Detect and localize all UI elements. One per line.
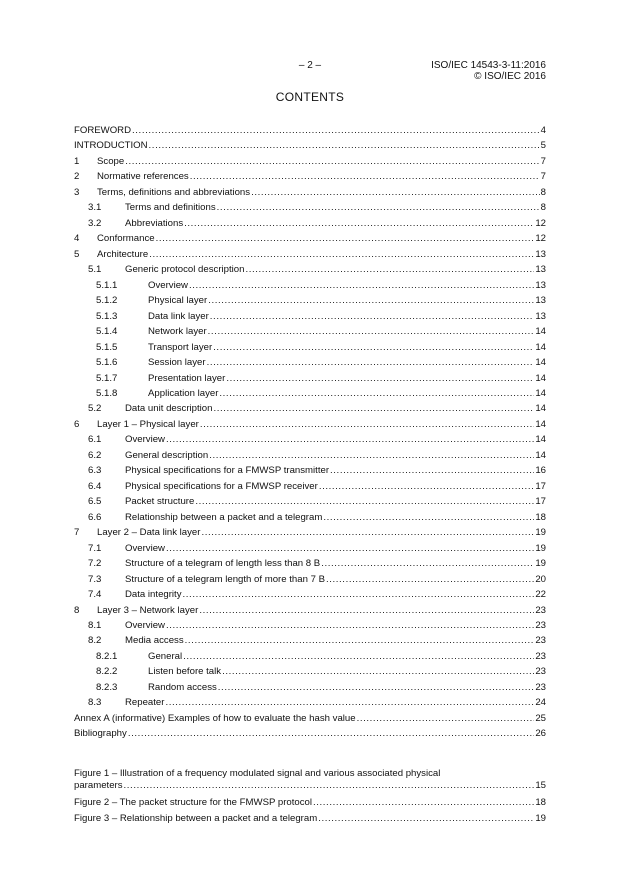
- toc-entry-number: 1: [74, 155, 80, 167]
- toc-entry-title: Data integrity: [125, 587, 182, 602]
- toc-entry-number: 5.1.1: [96, 279, 118, 291]
- dot-leader: [219, 386, 534, 401]
- toc-entry-number: 8.2.1: [96, 650, 118, 662]
- toc-entry-number: 8.2.3: [96, 681, 118, 693]
- toc-entry-title: Presentation layer: [148, 371, 225, 386]
- toc-entry-page: 19: [535, 558, 546, 570]
- toc-entry-number: 5.1: [88, 264, 102, 276]
- page-title: CONTENTS: [275, 90, 345, 104]
- toc-entry-number: 6.2: [88, 449, 102, 461]
- toc-entry-number: 3.1: [88, 202, 102, 214]
- dot-leader: [323, 510, 534, 525]
- toc-entry[interactable]: [74, 138, 546, 153]
- toc-entry-title: Layer 3 – Network layer: [97, 603, 198, 618]
- dot-leader: [218, 680, 535, 695]
- dot-leader: [357, 711, 535, 726]
- toc-entry[interactable]: [74, 309, 546, 324]
- figure-list-entry[interactable]: [74, 768, 546, 792]
- dot-leader: [245, 262, 534, 277]
- toc-entry[interactable]: [74, 355, 546, 370]
- toc-entry-page: 12: [535, 233, 546, 245]
- toc-entry-page: 14: [535, 326, 546, 338]
- toc-entry-title: Terms, definitions and abbreviations: [97, 185, 250, 200]
- toc-entry-number: 7.1: [88, 542, 102, 554]
- toc-entry[interactable]: [74, 417, 546, 432]
- dot-leader: [330, 463, 534, 478]
- toc-entry-title: Relationship between a packet and a telegram: [125, 510, 322, 525]
- dot-leader: [183, 649, 534, 664]
- dot-leader: [208, 324, 535, 339]
- toc-entry[interactable]: [74, 649, 546, 664]
- toc-entry-title: Scope: [97, 154, 124, 169]
- toc-entry[interactable]: [74, 587, 546, 602]
- toc-entry[interactable]: [74, 169, 546, 184]
- toc-entry-title: Overview: [148, 278, 188, 293]
- dot-leader: [209, 448, 534, 463]
- toc-entry[interactable]: [74, 401, 546, 416]
- toc-entry-page: 23: [535, 620, 546, 631]
- toc-entry[interactable]: [74, 726, 546, 741]
- toc-entry-page: 25: [535, 712, 546, 724]
- dot-leader: [166, 541, 534, 556]
- toc-entry[interactable]: [74, 463, 546, 478]
- toc-entry-number: 3.2: [88, 217, 102, 229]
- toc-entry-number: 7: [74, 527, 80, 539]
- toc-entry-title: Session layer: [148, 355, 206, 370]
- dot-leader: [166, 618, 534, 633]
- toc-entry-title: Transport layer: [148, 340, 212, 355]
- toc-entry-number: 6.3: [88, 465, 102, 477]
- toc-entry-number: 6.6: [88, 511, 102, 523]
- toc-entry-number: 8: [74, 604, 80, 616]
- dot-leader: [222, 664, 534, 679]
- dot-leader: [166, 432, 534, 447]
- toc-entry[interactable]: [74, 448, 546, 463]
- toc-entry[interactable]: [74, 633, 546, 648]
- toc-entry-title: Random access: [148, 680, 217, 695]
- figure-page: 15: [535, 780, 546, 791]
- toc-entry-number: 5.1.5: [96, 341, 118, 353]
- toc-entry-page: 23: [535, 604, 546, 616]
- toc-entry-page: 13: [535, 295, 546, 307]
- toc-entry-title: Terms and definitions: [125, 200, 216, 215]
- toc-entry-number: 7.3: [88, 573, 102, 585]
- toc-entry-title: Overview: [125, 618, 165, 633]
- copyright-notice: © ISO/IEC 2016: [474, 71, 546, 82]
- figure-page: 19: [535, 813, 546, 825]
- toc-entry-number: 5.1.7: [96, 372, 118, 384]
- toc-entry[interactable]: [74, 293, 546, 308]
- toc-entry-title: Physical specifications for a FMWSP transmitter: [125, 463, 329, 478]
- toc-entry-page: 23: [535, 635, 546, 647]
- toc-entry-title: Conformance: [97, 231, 155, 246]
- toc-entry-page: 7: [540, 155, 546, 167]
- dot-leader: [319, 479, 535, 494]
- toc-entry-page: 24: [535, 697, 546, 709]
- toc-entry-page: 14: [535, 357, 546, 369]
- dot-leader: [200, 417, 534, 432]
- toc-entry[interactable]: [74, 603, 546, 618]
- toc-entry[interactable]: [74, 371, 546, 386]
- toc-entry[interactable]: [74, 680, 546, 695]
- table-of-contents: [74, 123, 546, 742]
- toc-entry[interactable]: [74, 262, 546, 277]
- figure-title-line: Figure 1 – Illustration of a frequency modulated signal and various associated physical: [74, 768, 441, 779]
- toc-entry-number: 5.1.3: [96, 310, 118, 322]
- toc-entry-page: 8: [540, 186, 546, 198]
- toc-entry-page: 19: [535, 542, 546, 554]
- toc-entry-title: General: [148, 649, 182, 664]
- toc-entry-title: Packet structure: [125, 494, 194, 509]
- dot-leader: [251, 185, 540, 200]
- toc-entry-number: 5.1.4: [96, 326, 118, 338]
- figure-title: Figure 3 – Relationship between a packet and a telegram: [74, 813, 318, 825]
- toc-entry-page: 23: [535, 666, 546, 678]
- toc-entry-number: 8.3: [88, 697, 102, 709]
- toc-entry-title: FOREWORD: [74, 123, 131, 138]
- toc-entry-page: 13: [535, 264, 546, 276]
- toc-entry-page: 14: [535, 341, 546, 353]
- toc-entry[interactable]: [74, 200, 546, 215]
- dot-leader: [321, 556, 534, 571]
- toc-entry-title: Listen before talk: [148, 664, 221, 679]
- toc-entry-page: 19: [535, 527, 546, 539]
- toc-entry-title: Application layer: [148, 386, 218, 401]
- dot-leader: [313, 797, 534, 809]
- toc-entry-page: 17: [535, 480, 546, 492]
- toc-entry-number: 3: [74, 186, 80, 198]
- dot-leader: [199, 603, 534, 618]
- toc-entry-title: Network layer: [148, 324, 207, 339]
- toc-entry-page: 14: [535, 403, 546, 415]
- toc-entry-title: Data link layer: [148, 309, 209, 324]
- toc-entry-number: 8.2: [88, 635, 102, 647]
- toc-entry-title: Physical layer: [148, 293, 207, 308]
- dot-leader: [213, 340, 534, 355]
- toc-entry-title: Data unit description: [125, 401, 212, 416]
- dot-leader: [207, 355, 535, 370]
- dot-leader: [213, 401, 534, 416]
- toc-entry-page: 16: [535, 465, 546, 477]
- toc-entry[interactable]: [74, 618, 546, 633]
- toc-entry[interactable]: [74, 386, 546, 401]
- toc-entry-number: 8.1: [88, 620, 102, 631]
- dot-leader: [190, 169, 540, 184]
- toc-entry-page: 8: [540, 202, 546, 214]
- toc-entry[interactable]: [74, 572, 546, 587]
- dot-leader: [210, 309, 535, 324]
- toc-entry-number: 6.5: [88, 496, 102, 508]
- toc-entry-number: 5.1.6: [96, 357, 118, 369]
- toc-entry-page: 22: [535, 589, 546, 601]
- toc-entry-page: 7: [540, 171, 546, 183]
- dot-leader: [185, 633, 535, 648]
- toc-entry[interactable]: [74, 541, 546, 556]
- list-of-figures: [74, 768, 546, 830]
- toc-entry-page: 14: [535, 387, 546, 399]
- toc-entry-title: Layer 2 – Data link layer: [97, 525, 200, 540]
- toc-entry-page: 14: [535, 449, 546, 461]
- toc-entry-page: 23: [535, 650, 546, 662]
- toc-entry-title: Structure of a telegram of length less than 8 B: [125, 556, 320, 571]
- page-number: – 2 –: [298, 60, 322, 71]
- toc-entry[interactable]: [74, 231, 546, 246]
- toc-entry-page: 20: [535, 573, 546, 585]
- dot-leader: [318, 813, 534, 825]
- toc-entry-number: 5.2: [88, 403, 102, 415]
- toc-entry-title: Overview: [125, 432, 165, 447]
- dot-leader: [226, 371, 534, 386]
- toc-entry-page: 13: [535, 279, 546, 291]
- figure-page: 18: [535, 796, 546, 808]
- toc-entry-title: Physical specifications for a FMWSP receiver: [125, 479, 318, 494]
- toc-entry[interactable]: [74, 247, 546, 262]
- toc-entry-title: Normative references: [97, 169, 189, 184]
- toc-entry-page: 14: [535, 418, 546, 430]
- toc-entry-page: 13: [535, 310, 546, 322]
- toc-entry[interactable]: [74, 479, 546, 494]
- figure-list-entry[interactable]: [74, 797, 546, 809]
- dot-leader: [217, 200, 540, 215]
- toc-entry[interactable]: [74, 664, 546, 679]
- toc-entry-page: 12: [535, 217, 546, 229]
- dot-leader: [149, 247, 534, 262]
- toc-entry-title: INTRODUCTION: [74, 138, 148, 153]
- toc-entry-page: 4: [540, 125, 546, 136]
- toc-entry-title: Layer 1 – Physical layer: [97, 417, 199, 432]
- toc-entry-title: Bibliography: [74, 726, 127, 741]
- toc-entry-page: 23: [535, 681, 546, 693]
- toc-entry-page: 13: [535, 248, 546, 260]
- figure-list-entry[interactable]: [74, 813, 546, 825]
- dot-leader: [195, 494, 534, 509]
- toc-entry-number: 6: [74, 418, 80, 430]
- toc-entry-page: 18: [535, 511, 546, 523]
- toc-entry-title: General description: [125, 448, 208, 463]
- dot-leader: [128, 726, 535, 741]
- document-id-block: [431, 60, 546, 82]
- toc-entry-page: 17: [535, 496, 546, 508]
- dot-leader: [201, 525, 534, 540]
- toc-entry-title: Architecture: [97, 247, 148, 262]
- toc-entry[interactable]: [74, 123, 546, 138]
- toc-entry-page: 14: [535, 434, 546, 446]
- toc-entry[interactable]: [74, 494, 546, 509]
- dot-leader: [124, 780, 535, 792]
- toc-entry-page: 26: [535, 728, 546, 740]
- toc-entry-title: Overview: [125, 541, 165, 556]
- dot-leader: [184, 216, 534, 231]
- toc-entry-title: Generic protocol description: [125, 262, 244, 277]
- document-id: ISO/IEC 14543-3-11:2016: [431, 60, 546, 71]
- dot-leader: [183, 587, 535, 602]
- dot-leader: [156, 231, 535, 246]
- dot-leader: [125, 154, 539, 169]
- dot-leader: [208, 293, 534, 308]
- toc-entry-title: Repeater: [125, 695, 164, 710]
- toc-entry-title: Annex A (informative) Examples of how to evaluate the hash value: [74, 711, 356, 726]
- toc-entry-title: Structure of a telegram length of more than 7 B: [125, 572, 325, 587]
- toc-entry-title: Media access: [125, 633, 184, 648]
- toc-entry-page: 14: [535, 372, 546, 384]
- toc-entry-number: 5: [74, 248, 80, 260]
- toc-entry[interactable]: [74, 154, 546, 169]
- dot-leader: [189, 278, 534, 293]
- dot-leader: [165, 695, 534, 710]
- dot-leader: [132, 123, 540, 138]
- toc-entry[interactable]: [74, 556, 546, 571]
- dot-leader: [149, 138, 540, 153]
- toc-entry-page: 5: [540, 140, 546, 152]
- toc-entry-number: 2: [74, 171, 80, 183]
- toc-entry-number: 5.1.8: [96, 387, 118, 399]
- toc-entry[interactable]: [74, 510, 546, 525]
- toc-entry[interactable]: [74, 278, 546, 293]
- toc-entry[interactable]: [74, 185, 546, 200]
- toc-entry[interactable]: [74, 525, 546, 540]
- toc-entry[interactable]: [74, 216, 546, 231]
- toc-entry-number: 5.1.2: [96, 295, 118, 307]
- toc-entry-number: 6.4: [88, 480, 102, 492]
- toc-entry[interactable]: [74, 340, 546, 355]
- toc-entry[interactable]: [74, 324, 546, 339]
- figure-title: Figure 2 – The packet structure for the FMWSP protocol: [74, 796, 312, 808]
- toc-entry-title: Abbreviations: [125, 216, 183, 231]
- dot-leader: [326, 572, 534, 587]
- toc-entry-number: 8.2.2: [96, 666, 118, 678]
- toc-entry-number: 7.4: [88, 589, 102, 601]
- toc-entry[interactable]: [74, 711, 546, 726]
- toc-entry[interactable]: [74, 432, 546, 447]
- toc-entry-number: 7.2: [88, 558, 102, 570]
- toc-entry-number: 4: [74, 233, 80, 245]
- toc-entry[interactable]: [74, 695, 546, 710]
- figure-title: parameters: [74, 780, 123, 791]
- toc-entry-number: 6.1: [88, 434, 102, 446]
